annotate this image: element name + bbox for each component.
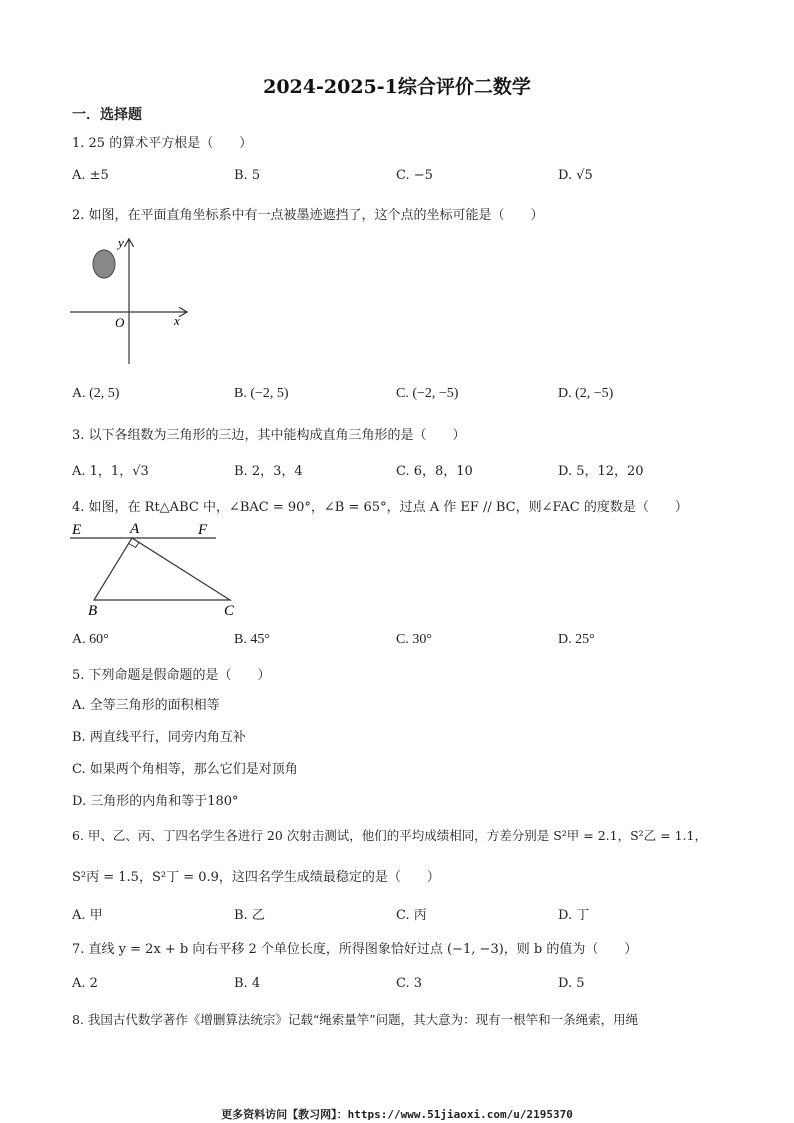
question-7-option-d: D. 5 <box>558 976 585 991</box>
triangle-figure <box>66 518 256 618</box>
origin-label: O <box>115 315 125 330</box>
question-7-option-a: A. 2 <box>72 976 98 991</box>
question-4-stem: 4. 如图，在 Rt△ABC 中，∠BAC = 90°，∠B = 65°，过点 A 作 EF // BC，则∠FAC 的度数是（ ） <box>72 500 688 515</box>
question-6-stem-continued: S²丙 = 1.5，S²丁 = 0.9，这四名学生成绩最稳定的是（ ） <box>72 870 440 885</box>
question-3-option-a: A. 1，1，√3 <box>72 464 149 479</box>
question-3-stem: 3. 以下各组数为三角形的三边，其中能构成直角三角形的是（ ） <box>72 428 466 443</box>
section-heading: 一．选择题 <box>72 107 142 123</box>
triangle-abc <box>94 538 230 600</box>
question-1-option-a: A. ±5 <box>72 168 109 183</box>
question-7-stem: 7. 直线 y = 2x + b 向右平移 2 个单位长度，所得图象恰好过点 (−1, −3)，则 b 的值为（ ） <box>72 942 638 957</box>
question-3-option-c: C. 6，8，10 <box>396 464 473 479</box>
question-5-stem: 5. 下列命题是假命题的是（ ） <box>72 668 271 683</box>
point-c-label: C <box>224 603 235 618</box>
question-2-stem: 2. 如图，在平面直角坐标系中有一点被墨迹遮挡了，这个点的坐标可能是（ ） <box>72 208 544 223</box>
page-title: 2024-2025-1综合评价二数学 <box>263 76 531 98</box>
question-5-option-d: D. 三角形的内角和等于180° <box>72 794 239 809</box>
question-2-option-c: C. (−2, −5) <box>396 386 459 401</box>
question-8-stem: 8. 我国古代数学著作《增删算法统宗》记载“绳索量竿”问题，其大意为：现有一根竿和一条绳索，用绳 <box>72 1012 639 1027</box>
ink-blot <box>93 250 115 278</box>
question-2-option-a: A. (2, 5) <box>72 386 120 401</box>
y-axis-label: y <box>118 235 124 250</box>
question-3-option-d: D. 5，12，20 <box>558 464 644 479</box>
question-6-option-a: A. 甲 <box>72 908 103 923</box>
question-7-option-c: C. 3 <box>396 976 423 991</box>
question-7-option-b: B. 4 <box>234 976 261 991</box>
point-b-label: B <box>88 603 98 618</box>
question-3-option-b: B. 2，3，4 <box>234 464 303 479</box>
question-1-option-d: D. √5 <box>558 168 593 183</box>
x-axis-label: x <box>174 313 180 328</box>
question-5-option-a: A. 全等三角形的面积相等 <box>72 698 220 713</box>
question-6-option-d: D. 丁 <box>558 908 590 923</box>
question-4-option-b: B. 45° <box>234 632 270 647</box>
right-angle-mark <box>129 542 140 548</box>
question-2-option-d: D. (2, −5) <box>558 386 614 401</box>
question-5-option-b: B. 两直线平行，同旁内角互补 <box>72 730 246 745</box>
question-2-option-b: B. (−2, 5) <box>234 386 289 401</box>
question-1-option-c: C. −5 <box>396 168 433 183</box>
point-e-label: E <box>72 522 82 538</box>
footer-link[interactable]: 更多资料访问【教习网】：https://www.51jiaoxi.com/u/2195370 <box>221 1108 573 1121</box>
question-6-stem: 6. 甲、乙、丙、丁四名学生各进行 20 次射击测试，他们的平均成绩相同，方差分别是 S²甲 = 2.1，S²乙 = 1.1， <box>72 828 707 843</box>
question-4-option-d: D. 25° <box>558 632 595 647</box>
question-5-option-c: C. 如果两个角相等，那么它们是对顶角 <box>72 762 298 777</box>
point-a-label: A <box>130 521 140 537</box>
point-f-label: F <box>198 522 208 538</box>
question-6-option-b: B. 乙 <box>234 908 265 923</box>
question-6-option-c: C. 丙 <box>396 908 427 923</box>
question-4-option-c: C. 30° <box>396 632 432 647</box>
question-4-option-a: A. 60° <box>72 632 109 647</box>
question-1-stem: 1. 25 的算术平方根是（ ） <box>72 136 253 151</box>
question-1-option-b: B. 5 <box>234 168 261 183</box>
coordinate-plane-figure <box>66 232 196 368</box>
